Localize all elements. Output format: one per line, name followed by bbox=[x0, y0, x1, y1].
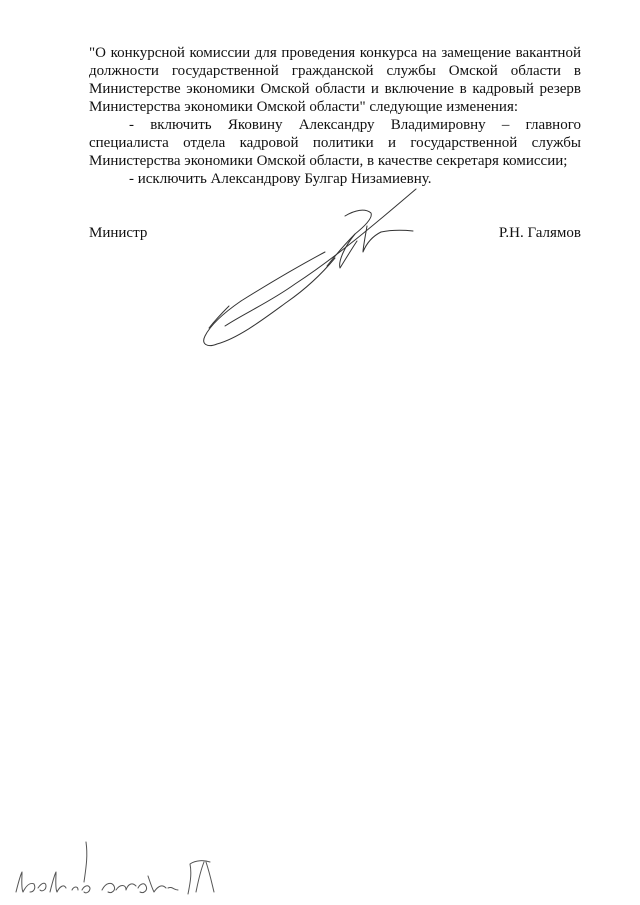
document-body bbox=[89, 44, 581, 188]
signatory-title: Министр bbox=[89, 225, 148, 241]
handwritten-signature bbox=[195, 186, 425, 356]
paragraph-include-secretary: - включить Яковину Александру Владимировну – главного специалиста отдела кадровой политики и государственной службы Министерства экономики Омской области, в качестве секретаря комиссии; bbox=[89, 117, 581, 169]
signatory-name: Р.Н. Галямов bbox=[498, 225, 581, 241]
handwritten-note bbox=[10, 838, 225, 900]
paragraph-exclude-member: - исключить Александрову Булгар Низамиевну. bbox=[129, 171, 432, 187]
paragraph-commission-title: "О конкурсной комиссии для проведения конкурса на замещение вакантной должности государственной гражданской службы Омской области в Министерстве экономики Омской области и включение в кадровый резерв Министерства экономики Омской области" следующие изменения: bbox=[89, 45, 581, 115]
